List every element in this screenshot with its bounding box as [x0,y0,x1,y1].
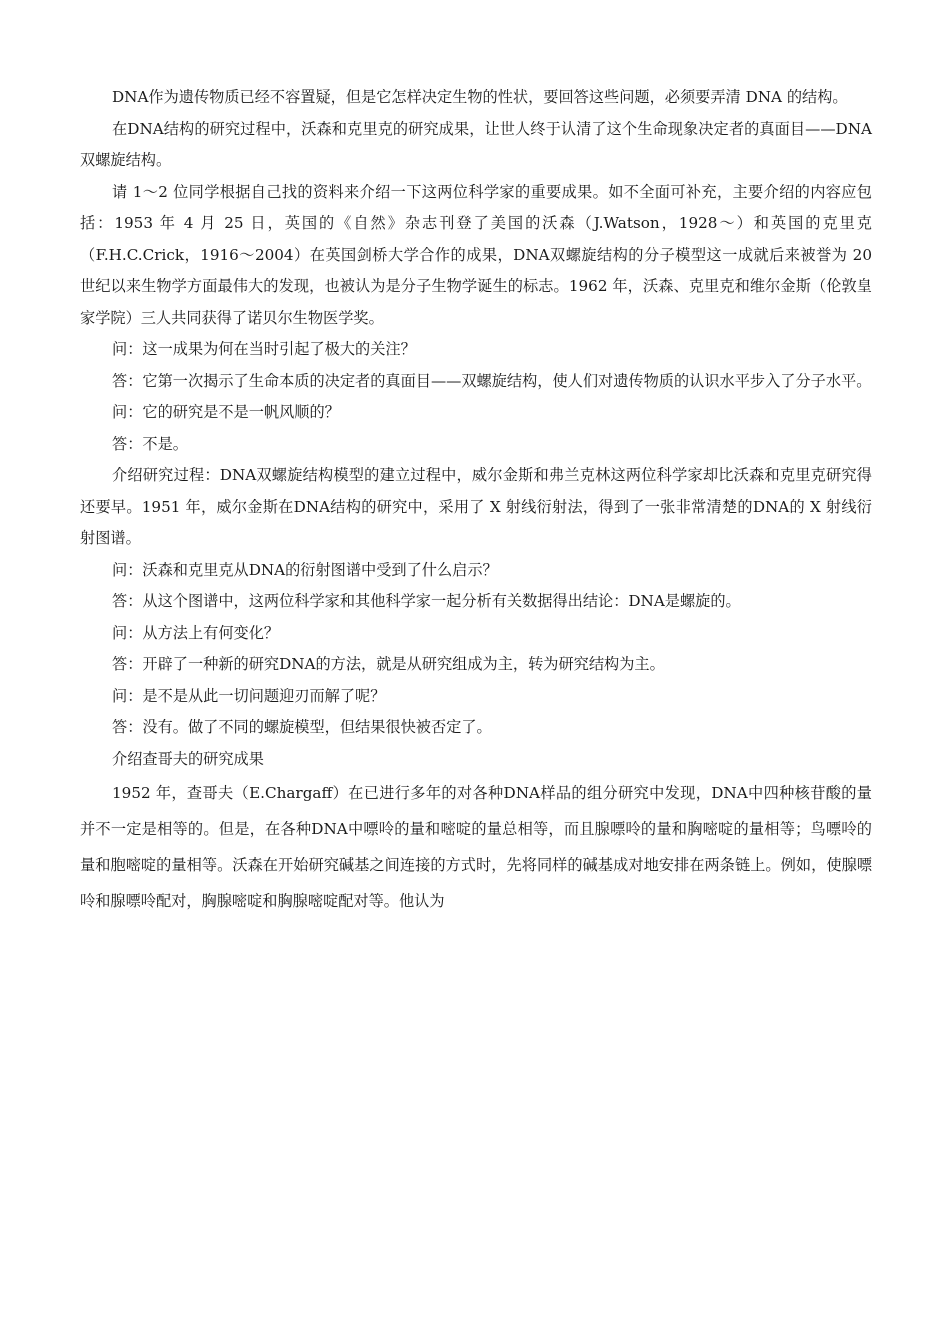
question-1: 问：这一成果为何在当时引起了极大的关注？ [112,340,416,358]
paragraph-research-process: 介绍研究过程：DNA双螺旋结构模型的建立过程中，威尔金斯和弗兰克林这两位科学家却比沃森和克里克研究得还要早。1951 年，威尔金斯在DNA结构的研究中，采用了 X 射线衍射法，得到了一张非常清楚的DNA的 X 射线衍射图谱。 [80,466,872,547]
question-5: 问：是不是从此一切问题迎刃而解了呢？ [112,686,386,705]
answer-4: 答：开辟了一种新的研究DNA的方法，就是从研究组成为主，转为研究结构为主。 [112,655,665,673]
question-3: 问：沃森和克里克从DNA的衍射图谱中受到了什么启示？ [112,560,498,579]
answer-5: 答：没有。做了不同的螺旋模型，但结果很快被否定了。 [112,718,492,736]
section-heading-chargaff: 介绍查哥夫的研究成果 [112,749,264,768]
answer-1: 答：它第一次揭示了生命本质的决定者的真面目——双螺旋结构，使人们对遗传物质的认识水平步入了分子水平。 [112,371,872,390]
answer-2: 答：不是。 [112,434,188,453]
paragraph-watson-crick: 在DNA结构的研究过程中，沃森和克里克的研究成果，让世人终于认清了这个生命现象决定者的真面目——DNA双螺旋结构。 [80,119,872,169]
document-body [80,82,872,919]
question-4: 问：从方法上有何变化？ [112,623,280,642]
paragraph-intro: DNA作为遗传物质已经不容置疑，但是它怎样决定生物的性状，要回答这些问题，必须要弄清 DNA 的结构。 [112,88,848,106]
paragraph-achievements: 请 1～2 位同学根据自己找的资料来介绍一下这两位科学家的重要成果。如不全面可补充，主要介绍的内容应包括：1953 年 4 月 25 日，英国的《自然》杂志刊登了美国的沃森（J.Watson，1928～）和英国的克里克（F.H.C.Crick，1916～2004）在英国剑桥大学合作的成果，DNA双螺旋结构的分子模型这一成就后来被誉为 20 世纪以来生物学方面最伟大的发现，也被认为是分子生物学诞生的标志。1962 年，沃森、克里克和维尔金斯（伦敦皇家学院）三人共同获得了诺贝尔生物医学奖。 [80,182,872,327]
question-2: 问：它的研究是不是一帆风顺的？ [112,403,340,421]
answer-3: 答：从这个图谱中，这两位科学家和其他科学家一起分析有关数据得出结论：DNA是螺旋的。 [112,592,741,610]
paragraph-chargaff: 1952 年，查哥夫（E.Chargaff）在已进行多年的对各种DNA样品的组分研究中发现，DNA中四种核苷酸的量并不一定是相等的。但是，在各种DNA中嘌呤的量和嘧啶的量总相等，而且腺嘌呤的量和胸嘧啶的量相等；鸟嘌呤的量和胞嘧啶的量相等。沃森在开始研究碱基之间连接的方式时，先将同样的碱基成对地安排在两条链上。例如，使腺嘌呤和腺嘌呤配对，胸腺嘧啶和胸腺嘧啶配对等。他认为 [80,784,872,910]
